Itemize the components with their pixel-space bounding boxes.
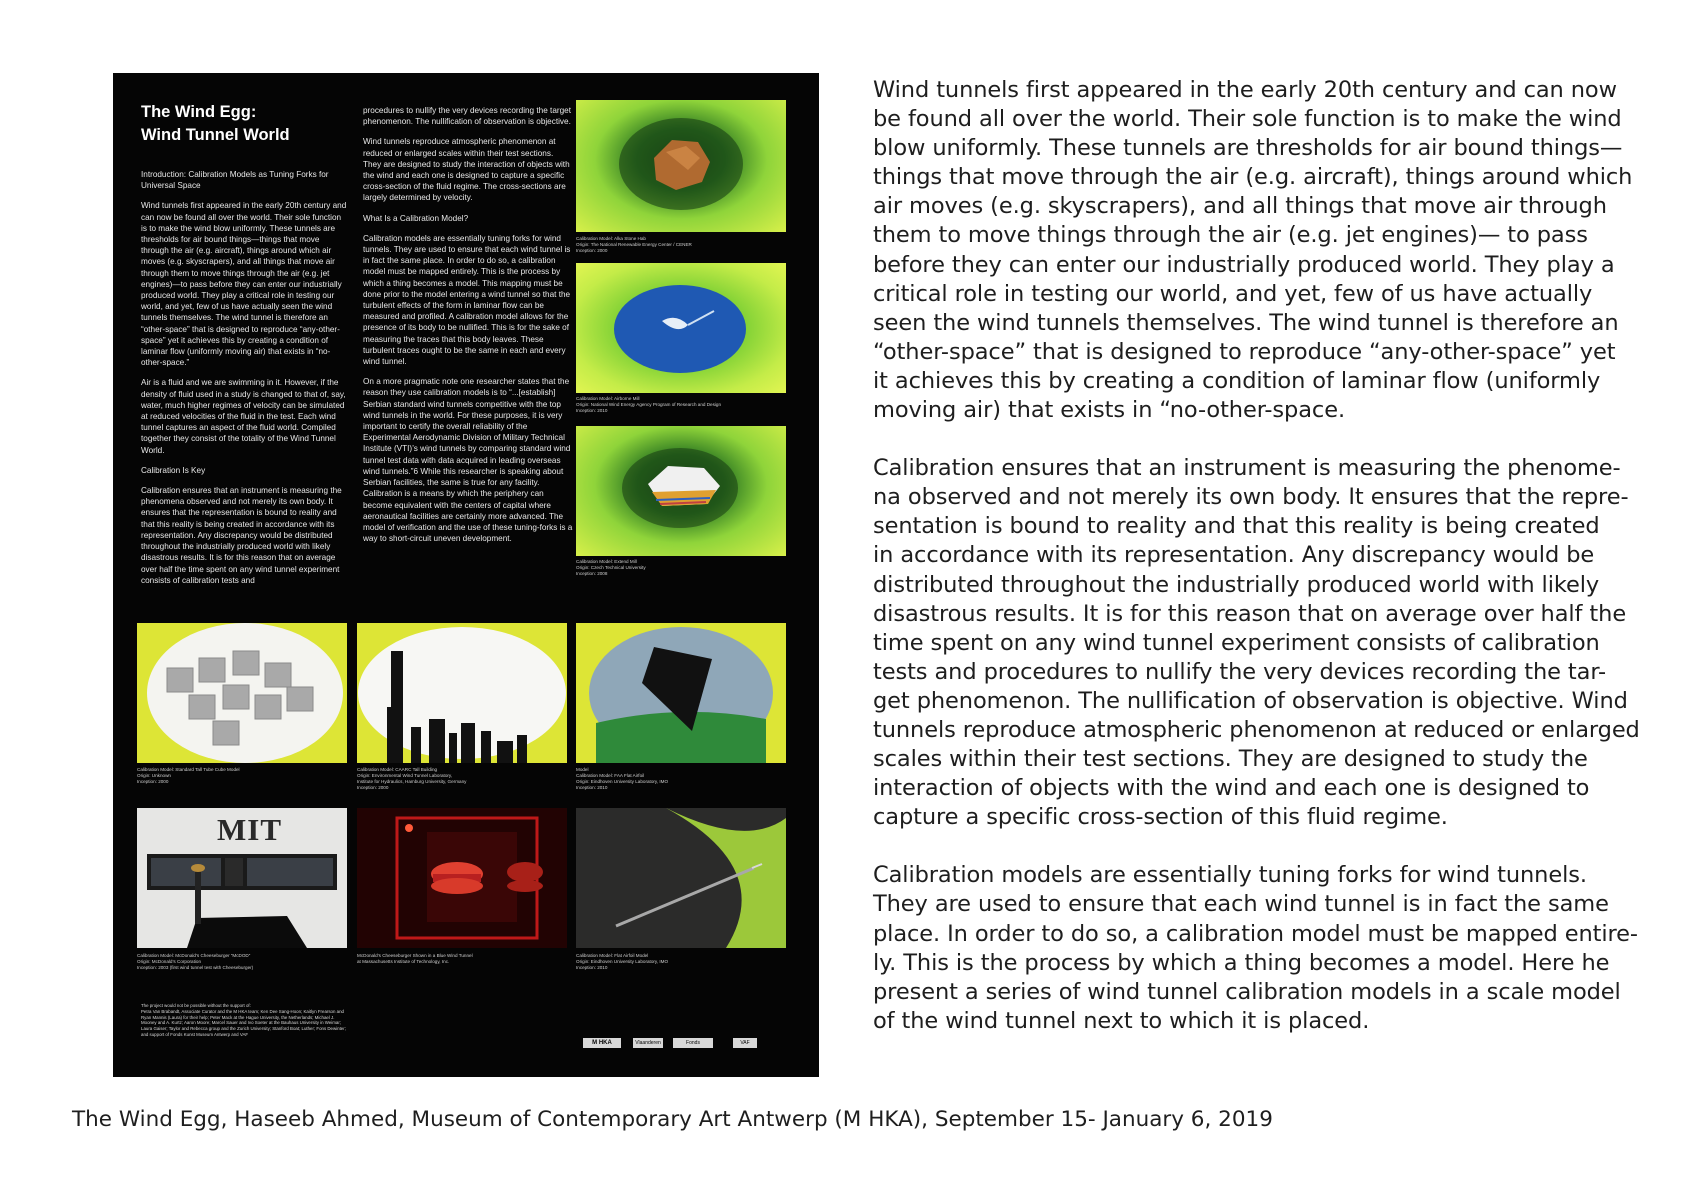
essay-line: them to move things through the air (e.g. jet engines)— to pass (873, 222, 1588, 249)
essay-line: They are used to ensure that each wind tunnel is in fact the same (873, 891, 1609, 918)
essay-line: ly. This is the process by which a thing becomes a model. Here he (873, 949, 1610, 976)
essay-line: tests and procedures to nullify the very devices recording the tar- (873, 658, 1607, 685)
photo-extend-mill-model (576, 426, 786, 556)
essay-line: seen the wind tunnels themselves. The wind tunnel is therefore an (873, 309, 1619, 336)
essay-line: Calibration models are essentially tuning forks for wind tunnels. (873, 862, 1587, 889)
poster-col2-para: On a more pragmatic note one researcher states that the reason they use calibration models is to “...[establish] Serbian standard wind tunnels competitive with the top wind tunnels in the world. For these purposes, it is very important to certify the overall reliability of the Experimental Aerodynamic Division of Military Technical Institute (VTI)’s wind tunnels by comparing standard wind tunnel test data with data acquired in leading overseas wind tunnels.”6 While this researcher is speaking about Serbian facilities, the same is true for any facility. Calibration is a means by which the periphery can become equivalent with the centers of capital where aeronautical facilities are certainly more advanced. The model of verification and the use of these tuning-forks is a way to short-circuit uneven development. (363, 377, 573, 544)
airfoil-needle-image (576, 808, 786, 948)
caption-flat-airfoil-model: Model Calibration Model: FAA Flat Airfoil Origin: Eindhoven University Laboratory, IMO Inception: 2010 (576, 767, 669, 790)
essay-line: place. In order to do so, a calibration model must be mapped entire- (873, 920, 1638, 947)
poster-col1-para: Air is a fluid and we are swimming in it. However, if the density of fluid used in a study is changed to that of, say, water, much higher regimes of velocity can be simulated at reduced velocities of the fluid in the test. Each wind tunnel captures an aspect of the fluid world. Compiled together they consist of the totality of the Wind Tunnel World. (141, 378, 346, 455)
logo-vaf: VAF (733, 1038, 757, 1048)
poster-col1-heading: Calibration Is Key (141, 465, 206, 475)
essay-line: Wind tunnels first appeared in the early 20th century and can now (873, 77, 1617, 103)
caption-airfoil-needle: Calibration Model: Flat Airfoil Model Origin: Eindhoven University Laboratory, IMO Inception: 2010 (576, 953, 669, 970)
photo-flat-airfoil-model (576, 623, 786, 763)
essay-line: moving air) that exists in “no-other-space. (873, 397, 1345, 424)
photo-stone-model (576, 100, 786, 232)
poster-column-2 (363, 105, 573, 675)
extend-mill-image (576, 426, 786, 556)
essay-paragraph (873, 454, 1640, 832)
poster-col2-para: Wind tunnels reproduce atmospheric phenomenon at reduced or enlarged scales within their test sections. They are designed to study the interaction of objects with the wind and each one is designed to capture a specific cross-section of the fluid regime. The cross-sections are largely determined by velocity. (363, 137, 570, 203)
cube-models-image (137, 623, 347, 763)
essay-line: air moves (e.g. skyscrapers), and all things that move air through (873, 193, 1607, 220)
essay-line: scales within their test sections. They are designed to study the (873, 746, 1588, 773)
logo-fonds: Fonds (673, 1038, 713, 1048)
poster-col1-para: Introduction: Calibration Models as Tuning Forks for Universal Space (141, 170, 329, 191)
flat-airfoil-image (576, 623, 786, 763)
essay-line: disastrous results. It is for this reason that on average over half the (873, 600, 1627, 627)
poster-col2-heading: What Is a Calibration Model? (363, 213, 469, 223)
essay-line: present a series of wind tunnel calibration models in a scale model (873, 978, 1621, 1005)
poster-title-line-1: The Wind Egg: (141, 103, 257, 121)
essay-line: distributed throughout the industrially produced world with likely (873, 571, 1600, 598)
poster-col2-para: Calibration models are essentially tuning forks for wind tunnels. They are used to ensure that each wind tunnel is in fact the same place. In order to do so, a calibration model must be mapped entirely. This is the process by which a thing becomes a model. This mapping must be done prior to the model entering a wind tunnel so that the turbulent effects of the form in laminar flow can be measured and profiled. A calibration model allows for the presence of its body to be nullified. This is for the sake of measuring the traces that this body leaves. These turbulent traces ought to be the same in each and every wind tunnel. (363, 233, 571, 367)
mit-sign: MIT (217, 812, 282, 847)
essay-paragraph (873, 861, 1638, 1036)
poster-col1-para: Calibration ensures that an instrument is measuring the phenomena observed and not merely its own body. It ensures that the representation is bound to reality and that this reality is being created in accordance with its representation. Any discrepancy would be distributed throughout the industrially produced world with likely disastrous results. It is for this reason that on average over half the time spent on any wind tunnel experiment consists of calibration tests and (141, 486, 342, 585)
essay-line: tunnels reproduce atmospheric phenomenon at reduced or enlarged (873, 716, 1640, 743)
logo-vlaanderen: Vlaanderen (633, 1038, 663, 1048)
essay-line: get phenomenon. The nullification of observation is objective. Wind (873, 687, 1628, 714)
photo-blue-disc-model (576, 263, 786, 393)
caption-tall-building-model: Calibration Model: CAARC Tall Building Origin: Environmental Wind Tunnel Laboratory, Institute for Hydraulics, Hamburg University, Germany Inception: 2000 (357, 767, 467, 790)
caption-mit-cheeseburger: Calibration Model: McDonald’s Cheeseburger “McDOD” Origin: McDonald’s Corporation Inception: 2003 (first wind tunnel test with Cheeseburger) (137, 953, 254, 970)
essay-line: of the wind tunnel next to which it is placed. (873, 1007, 1370, 1034)
caption-red-tunnel-burgers: McDonald’s Cheeseburger Shown in a Blue Wind Tunnel at Massachusetts Institute of Technology, Inc. (357, 953, 473, 964)
red-tunnel-image (357, 808, 567, 948)
essay-line: sentation is bound to reality and that this reality is being created (873, 513, 1600, 540)
caption-blue-disc-model: Calibration Model: Airborne Mill Origin: National Wind Energy Agency Program of Research and Design Inception: 2010 (576, 396, 722, 413)
blue-disc-image (576, 263, 786, 393)
essay-line: time spent on any wind tunnel experiment consists of calibration (873, 629, 1600, 656)
essay-line: capture a specific cross-section of this fluid regime. (873, 804, 1448, 831)
essay-line: blow uniformly. These tunnels are thresholds for air bound things— (873, 135, 1623, 162)
logo-mhka: M HKA (583, 1038, 621, 1048)
photo-cube-models (137, 623, 347, 763)
essay-line: critical role in testing our world, and yet, few of us have actually (873, 280, 1593, 307)
caption-extend-mill-model: Calibration Model: Extend Mill Origin: Czech Technical University Inception: 2008 (576, 559, 646, 576)
caption-stone-model: Calibration Model: Alka Stone Hab Origin: The National Renewable Energy Center / CENER Inception: 2000 (576, 236, 692, 253)
essay-line: “other-space” that is designed to reproduce “any-other-space” yet (873, 338, 1616, 365)
photo-airfoil-needle (576, 808, 786, 948)
essay-line: na observed and not merely its own body. It ensures that the repre- (873, 484, 1629, 511)
essay-line: before they can enter our industrially produced world. They play a (873, 251, 1615, 278)
poster-column-1 (141, 169, 347, 694)
poster-acknowledgements: The project would not be possible without the support of: Petra Van Brabandt, Associate Curator and the M HKA team; Ken Dee Sang-Hoon; Kaitlyn Frearson and Ryan Mannis (Laura) for their help; Peter Mack at the Hague University, the Netherlands; Michael J. Mooney and A. Kurtz; Aaron Moore; Marcel Sauer and Ivo Soeter at the Bauhaus University in Weimar; Laura Gaiser; Taylor and Rebecca group and the Zurich University; Stanford Boat; Luther; Fons Dewinter; and support of Fonds Kunst Museum Antwerp and VAF (141, 1003, 346, 1037)
tall-building-image (357, 623, 567, 763)
stone-model-image (576, 100, 786, 232)
essay-line: things that move through the air (e.g. aircraft), things around which (873, 164, 1633, 191)
poster-col2-para: procedures to nullify the very devices recording the target phenomenon. The nullification of observation is objective. (363, 106, 571, 127)
essay-text (873, 76, 1640, 1065)
poster-col1-para: Wind tunnels first appeared in the early 20th century and can now be found all over the world. Their sole function is to make the wind blow uniformly. These tunnels are thresholds for air bound things—things that move through the air (e.g. aircraft), things around which air moves (e.g. skyscrapers), and all things that move air through them to move things through the air (e.g. jet engines)—to pass before they can enter our industrially produced world. They play a critical role in testing our world, and yet, few of us have actually seen the wind tunnels themselves. The wind tunnel is therefore an “other-space” that is designed to reproduce “any-other-space” yet it achieves this by creating a condition of laminar flow (uniformly moving air) that exists in “no-other-space.” (141, 201, 347, 368)
poster-title-line-2: Wind Tunnel World (141, 126, 290, 144)
essay-line: in accordance with its representation. Any discrepancy would be (873, 542, 1595, 569)
sponsor-logos (583, 1038, 793, 1052)
essay-line: Calibration ensures that an instrument is measuring the phenome- (873, 455, 1621, 482)
poster-title (141, 101, 341, 147)
essay-paragraph (873, 76, 1633, 425)
caption-cube-models: Calibration Model: Standard Tall Tube Cube Model Origin: Unknown Inception: 2000 (137, 767, 240, 784)
photo-mit-cheeseburger (137, 808, 347, 948)
essay-line: interaction of objects with the wind and each one is designed to (873, 775, 1590, 802)
photo-tall-building-model (357, 623, 567, 763)
essay-line: be found all over the world. Their sole function is to make the wind (873, 106, 1622, 133)
essay-line: it achieves this by creating a condition of laminar flow (uniformly (873, 367, 1601, 394)
photo-red-tunnel-burgers (357, 808, 567, 948)
figure-caption: The Wind Egg, Haseeb Ahmed, Museum of Contemporary Art Antwerp (M HKA), September 15- January 6, 2019 (72, 1107, 1273, 1132)
exhibition-poster (113, 73, 819, 1077)
